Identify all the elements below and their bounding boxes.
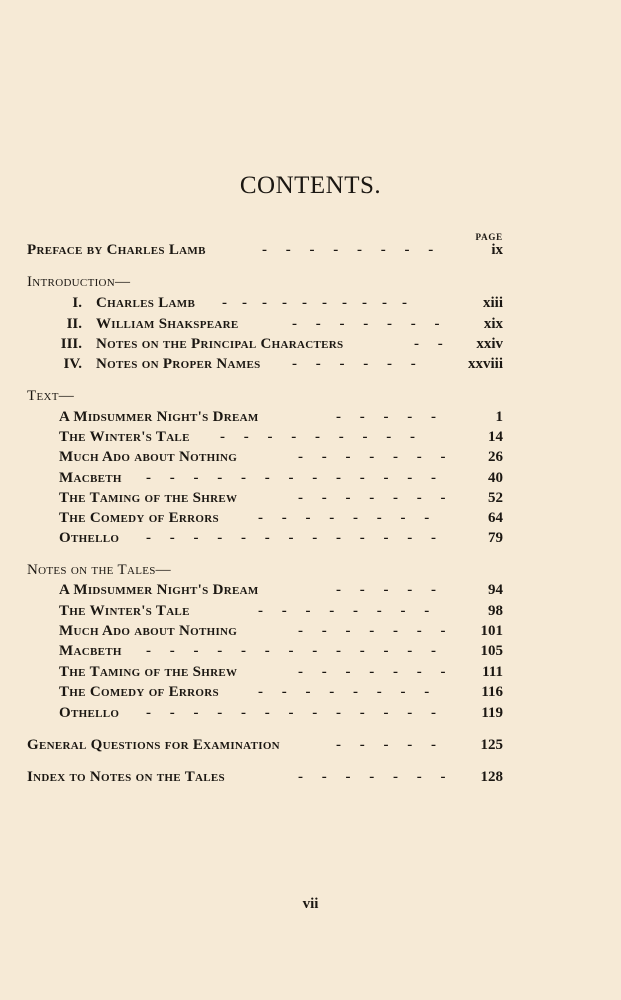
toc-entry-text[interactable]: [0, 409, 621, 429]
toc-page-number: ix: [491, 242, 503, 258]
toc-entry-introduction[interactable]: [0, 336, 621, 356]
toc-entry-text[interactable]: [0, 470, 621, 490]
section-heading-introduction: Introduction—: [27, 274, 131, 290]
toc-entry-label: Index to Notes on the Tales: [27, 769, 225, 785]
leader-dots: - - - - - - - - - -: [222, 295, 407, 311]
toc-entry-text[interactable]: [0, 490, 621, 510]
toc-page-number: 52: [488, 490, 503, 506]
toc-entry-index[interactable]: [0, 769, 621, 789]
toc-entry-label: Charles Lamb: [96, 295, 196, 311]
leader-dots: - - - - - - -: [298, 623, 446, 639]
page-column-heading: PAGE: [475, 232, 503, 242]
toc-page-number: 26: [488, 449, 503, 465]
leader-dots: - - - - - - -: [298, 449, 446, 465]
toc-page-number: 105: [480, 643, 503, 659]
toc-page-number: 79: [488, 530, 503, 546]
toc-page-number: 119: [481, 705, 503, 721]
leader-dots: - - - - - - - - - - - - -: [146, 530, 436, 546]
leader-dots: - - - - - - - - - - - - -: [146, 705, 436, 721]
toc-entry-label: Othello: [59, 705, 120, 721]
leader-dots: - - - - - - - -: [258, 684, 430, 700]
page-folio: vii: [302, 896, 319, 912]
toc-page-number: xxviii: [467, 356, 503, 372]
toc-entry-label: Notes on the Principal Characters: [96, 336, 344, 352]
toc-page-number: 111: [482, 664, 503, 680]
toc-entry-preface[interactable]: [0, 242, 621, 262]
roman-numeral: II.: [66, 316, 82, 332]
toc-entry-label: Much Ado about Nothing: [59, 449, 238, 465]
toc-entry-introduction[interactable]: [0, 356, 621, 376]
toc-entry-label: Much Ado about Nothing: [59, 623, 238, 639]
leader-dots: - - - - - - - -: [262, 242, 434, 258]
toc-page-number: 125: [480, 737, 503, 753]
toc-entry-text[interactable]: [0, 530, 621, 550]
toc-entry-notes[interactable]: [0, 684, 621, 704]
leader-dots: - - - - - - -: [298, 664, 446, 680]
leader-dots: - - - - - -: [292, 356, 416, 372]
toc-entry-general-questions[interactable]: [0, 737, 621, 757]
toc-entry-label: Macbeth: [59, 643, 122, 659]
leader-dots: - - - - -: [336, 409, 436, 425]
leader-dots: - - - - - - - -: [258, 510, 430, 526]
toc-page-number: 94: [488, 582, 503, 598]
toc-entry-notes[interactable]: [0, 623, 621, 643]
toc-page-number: 101: [480, 623, 503, 639]
toc-entry-introduction[interactable]: [0, 316, 621, 336]
leader-dots: - - - - - - - - - - - - -: [146, 643, 436, 659]
leader-dots: - - - - - - - - -: [220, 429, 415, 445]
toc-entry-notes[interactable]: [0, 582, 621, 602]
toc-entry-label: The Winter's Tale: [59, 429, 190, 445]
toc-entry-label: Notes on Proper Names: [96, 356, 261, 372]
leader-dots: - - - - -: [336, 582, 436, 598]
toc-entry-notes[interactable]: [0, 603, 621, 623]
toc-page-number: 14: [488, 429, 503, 445]
page-title: CONTENTS.: [239, 172, 382, 199]
toc-entry-label: The Comedy of Errors: [59, 684, 219, 700]
toc-entry-label: William Shakspeare: [96, 316, 239, 332]
toc-page-number: 116: [481, 684, 503, 700]
leader-dots: - - - - - - -: [298, 490, 446, 506]
section-heading-notes: Notes on the Tales—: [27, 562, 171, 578]
leader-dots: - - - - - - - - - - - - -: [146, 470, 436, 486]
toc-page-number: 64: [488, 510, 503, 526]
roman-numeral: IV.: [63, 356, 82, 372]
toc-page-number: xix: [483, 316, 503, 332]
toc-entry-text[interactable]: [0, 510, 621, 530]
toc-page-number: xiii: [482, 295, 503, 311]
toc-entry-label: Macbeth: [59, 470, 122, 486]
leader-dots: - - - - - - -: [292, 316, 440, 332]
toc-entry-text[interactable]: [0, 429, 621, 449]
toc-entry-notes[interactable]: [0, 643, 621, 663]
toc-entry-notes[interactable]: [0, 664, 621, 684]
section-heading-text: Text—: [27, 388, 75, 404]
toc-page-number: 98: [488, 603, 503, 619]
leader-dots: - - - - -: [336, 737, 436, 753]
roman-numeral: III.: [60, 336, 82, 352]
toc-page-number: xxiv: [476, 336, 503, 352]
toc-entry-text[interactable]: [0, 449, 621, 469]
leader-dots: - -: [414, 336, 443, 352]
toc-entry-label: Preface by Charles Lamb: [27, 242, 206, 258]
toc-entry-notes[interactable]: [0, 705, 621, 725]
toc-entry-label: General Questions for Examination: [27, 737, 280, 753]
toc-page-number: 1: [495, 409, 503, 425]
toc-entry-label: The Winter's Tale: [59, 603, 190, 619]
toc-page-number: 40: [488, 470, 503, 486]
toc-entry-label: The Taming of the Shrew: [59, 664, 238, 680]
toc-entry-label: The Taming of the Shrew: [59, 490, 238, 506]
toc-entry-label: Othello: [59, 530, 120, 546]
toc-entry-label: A Midsummer Night's Dream: [59, 582, 259, 598]
toc-page-number: 128: [480, 769, 503, 785]
leader-dots: - - - - - - -: [298, 769, 446, 785]
leader-dots: - - - - - - - -: [258, 603, 430, 619]
toc-entry-label: The Comedy of Errors: [59, 510, 219, 526]
toc-entry-label: A Midsummer Night's Dream: [59, 409, 259, 425]
toc-entry-introduction[interactable]: [0, 295, 621, 315]
roman-numeral: I.: [72, 295, 82, 311]
